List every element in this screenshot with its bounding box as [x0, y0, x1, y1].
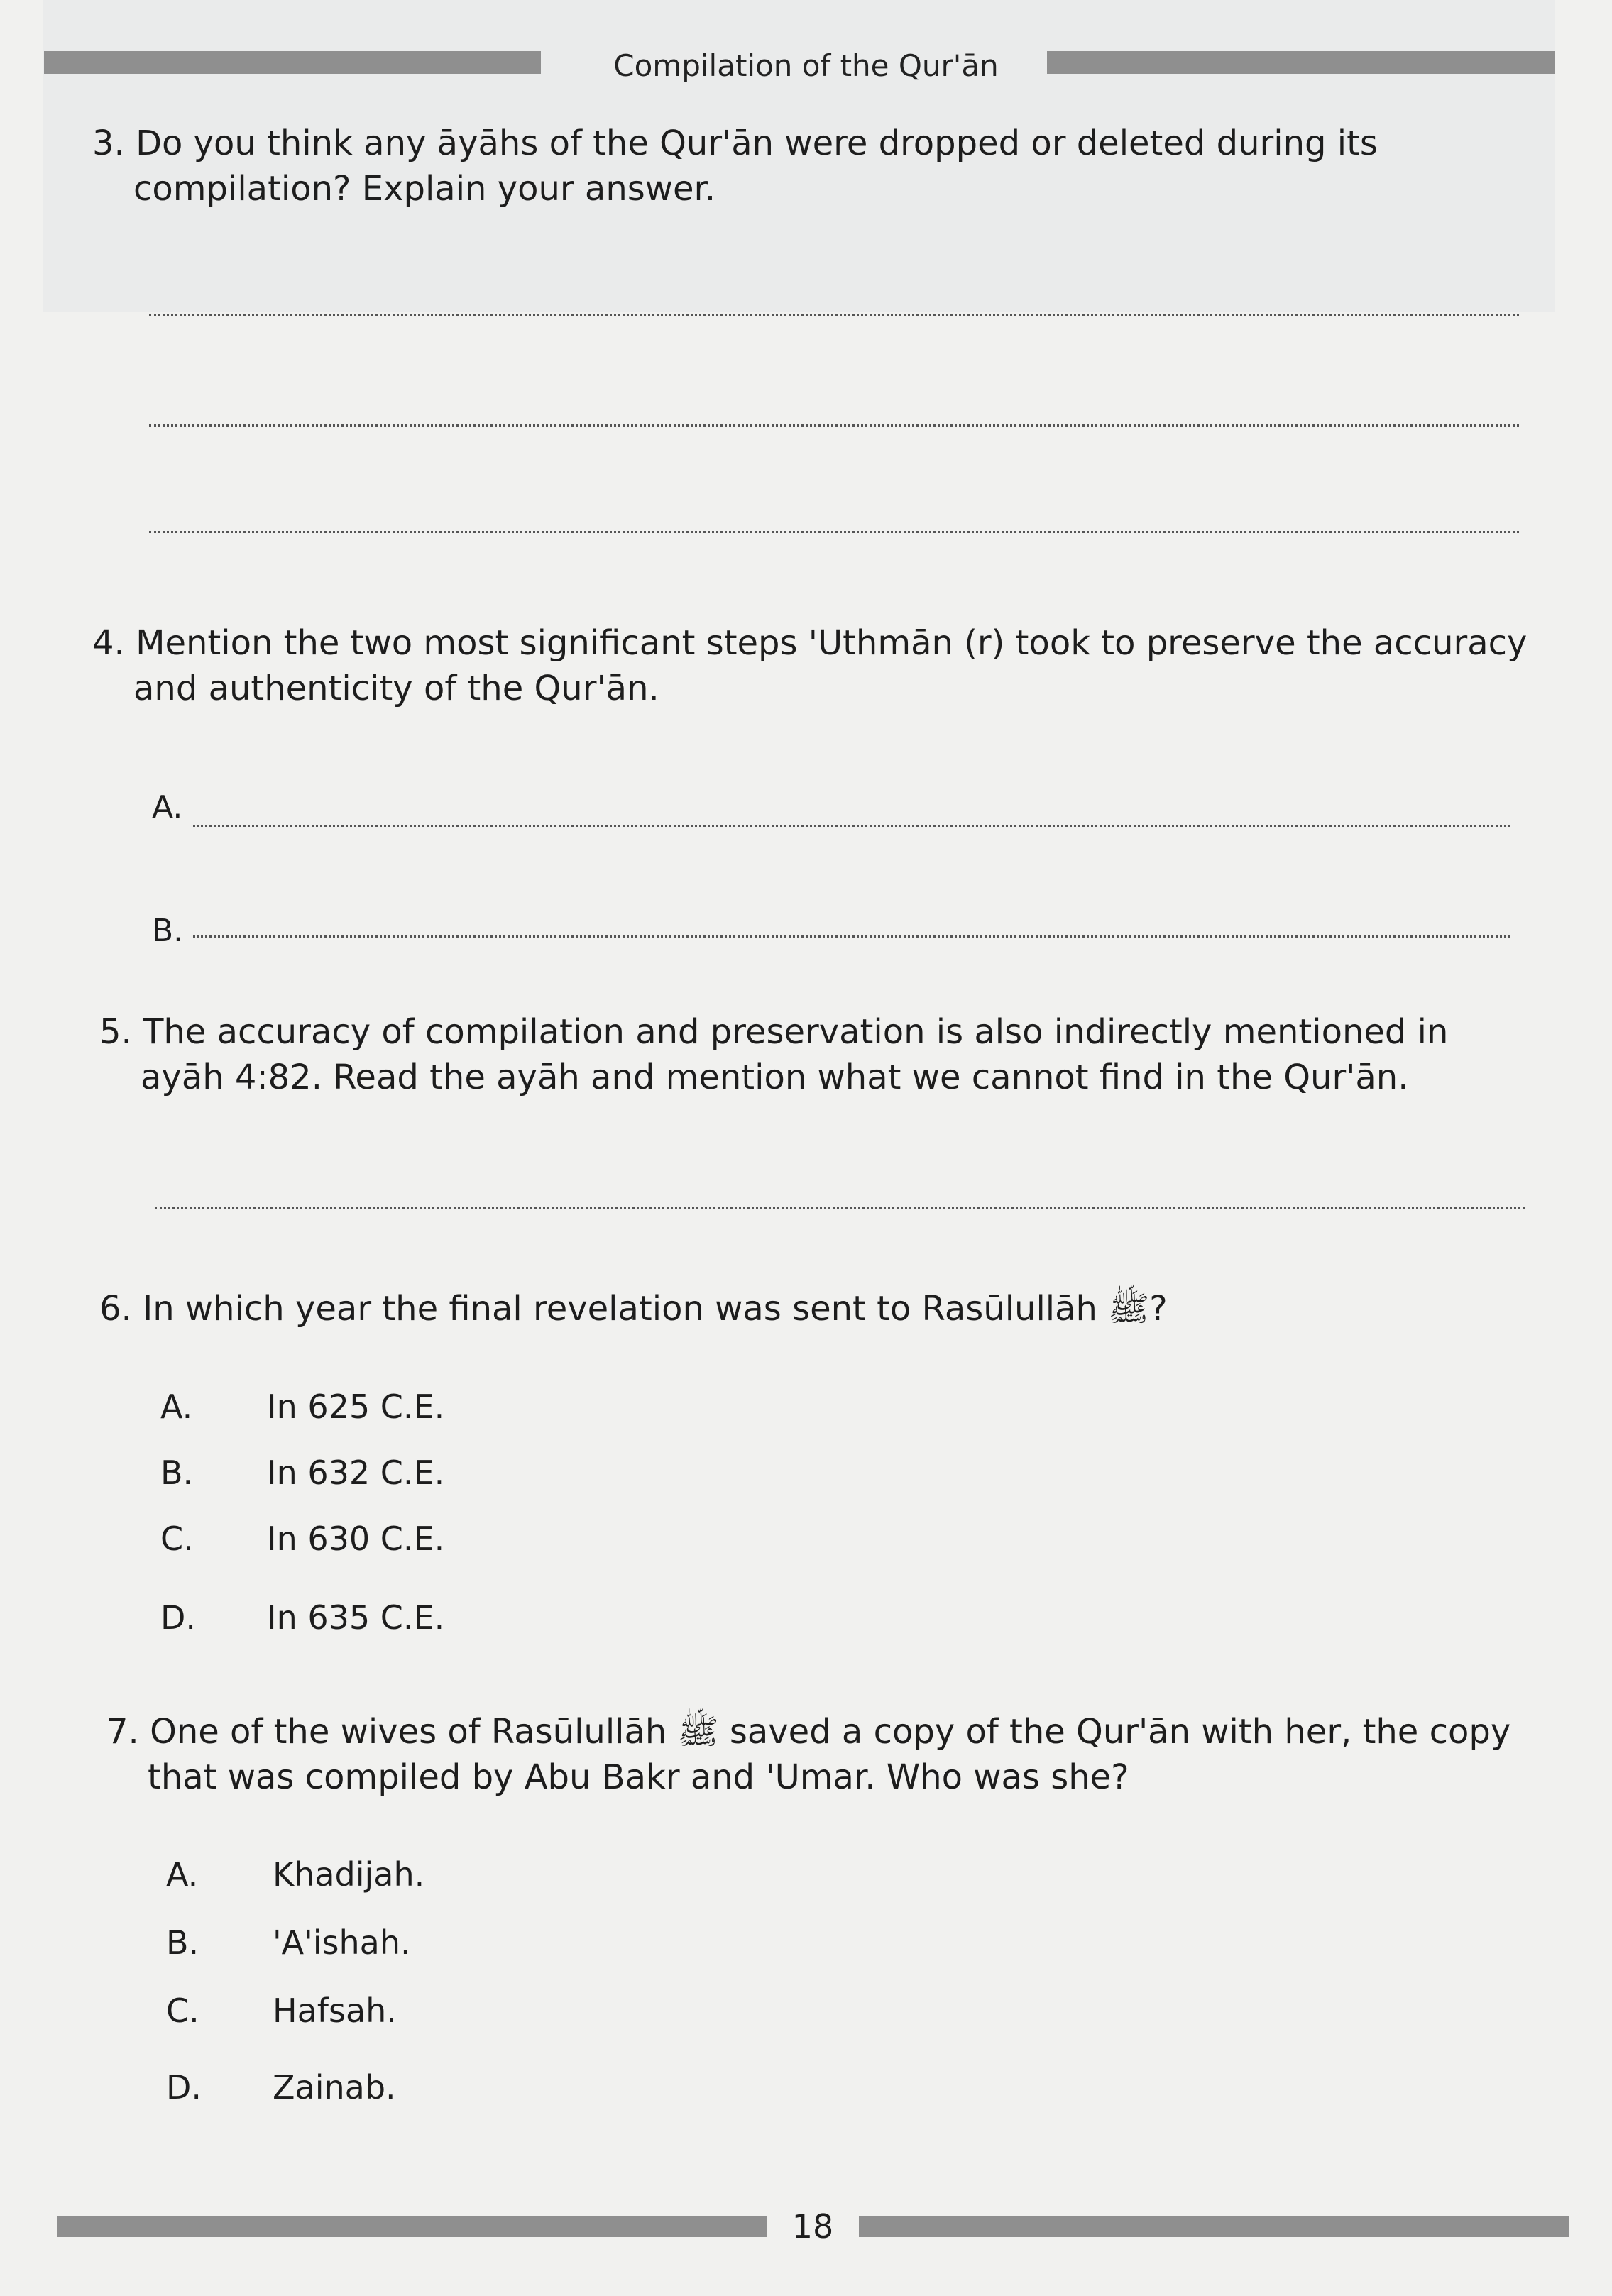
- page-footer: [0, 2207, 1612, 2250]
- option-label: B.: [166, 1923, 199, 1962]
- answer-line-a[interactable]: [193, 825, 1510, 827]
- option-label: C.: [166, 1992, 199, 2030]
- question-text-line2: and authenticity of the Qur'ān.: [133, 669, 659, 708]
- option-label: D.: [166, 2068, 202, 2107]
- question-6: [99, 1286, 1583, 1331]
- question-text-line1: In which year the final revelation was sent to Rasūlullāh ﷺ?: [143, 1289, 1168, 1329]
- option-text: In 632 C.E.: [267, 1454, 445, 1492]
- answer-line[interactable]: [149, 314, 1519, 316]
- question-text-line2: compilation? Explain your answer.: [133, 169, 716, 209]
- blank-label-a: A.: [152, 789, 183, 825]
- question-4: [92, 620, 1583, 711]
- question-text-line2: that was compiled by Abu Bakr and 'Umar. Who was she?: [148, 1757, 1129, 1797]
- option-text: In 635 C.E.: [267, 1598, 445, 1637]
- question-number: 6.: [99, 1289, 132, 1329]
- header-title: Compilation of the Qur'ān: [613, 48, 999, 83]
- option-label: C.: [160, 1520, 194, 1558]
- answer-line[interactable]: [149, 531, 1519, 533]
- footer-bar-right: [859, 2216, 1569, 2237]
- question-text-line1: Do you think any āyāhs of the Qur'ān were dropped or deleted during its: [136, 123, 1378, 163]
- question-5: [99, 1009, 1583, 1100]
- option-label: D.: [160, 1598, 197, 1637]
- question-number: 3.: [92, 123, 125, 163]
- option-text: Khadijah.: [273, 1855, 425, 1894]
- blank-label-b: B.: [152, 913, 184, 949]
- question-number: 4.: [92, 623, 125, 663]
- page-header: [0, 44, 1612, 87]
- option-text: In 630 C.E.: [267, 1520, 445, 1558]
- option-text: Zainab.: [273, 2068, 396, 2107]
- footer-bar-left: [57, 2216, 767, 2237]
- question-number: 5.: [99, 1012, 132, 1052]
- question-text-line1: The accuracy of compilation and preservation is also indirectly mentioned in: [143, 1012, 1449, 1052]
- question-number: 7.: [106, 1712, 139, 1752]
- question-text-line2: ayāh 4:82. Read the ayāh and mention what we cannot find in the Qur'ān.: [141, 1058, 1409, 1097]
- question-text-line1: One of the wives of Rasūlullāh ﷺ saved a copy of the Qur'ān with her, the copy: [150, 1712, 1511, 1752]
- page-number: 18: [791, 2207, 834, 2246]
- answer-line-b[interactable]: [193, 935, 1510, 938]
- option-label: B.: [160, 1454, 194, 1492]
- option-label: A.: [166, 1855, 199, 1894]
- question-7: [106, 1709, 1583, 1800]
- option-label: A.: [160, 1388, 193, 1426]
- question-3: [92, 121, 1569, 212]
- option-text: 'A'ishah.: [273, 1923, 411, 1962]
- answer-line[interactable]: [155, 1207, 1525, 1209]
- option-text: Hafsah.: [273, 1992, 397, 2030]
- header-bar-right: [1047, 51, 1555, 74]
- answer-line[interactable]: [149, 424, 1519, 427]
- question-text-line1: Mention the two most significant steps 'Uthmān (r) took to preserve the accuracy: [136, 623, 1528, 663]
- option-text: In 625 C.E.: [267, 1388, 445, 1426]
